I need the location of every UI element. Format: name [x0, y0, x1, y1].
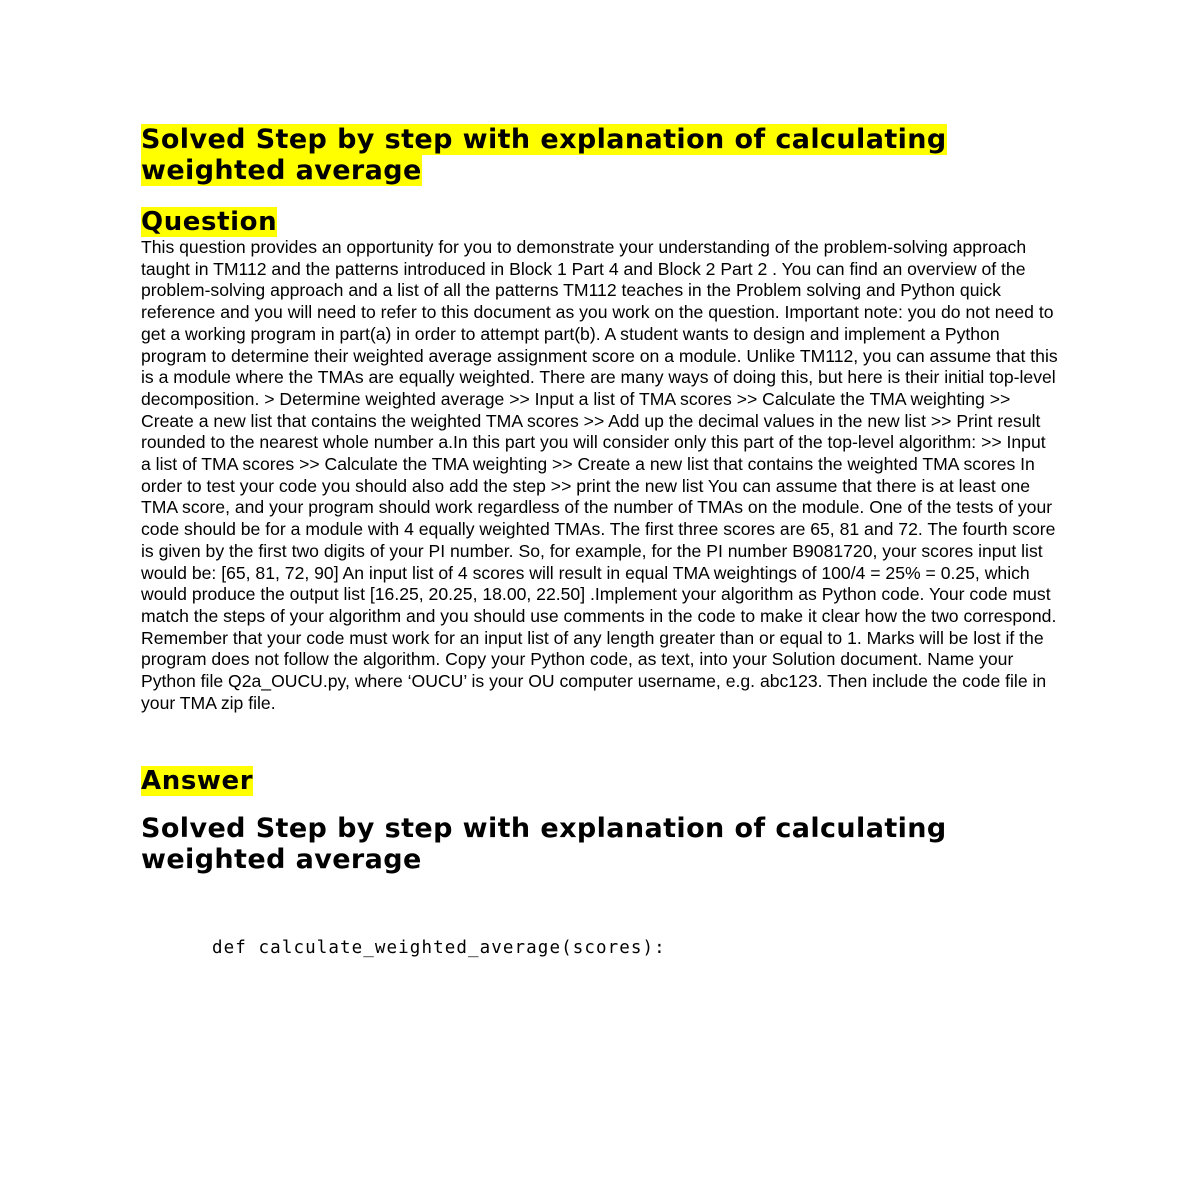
answer-title: Solved Step by step with explanation of calculating weighted average — [141, 813, 947, 876]
answer-heading-text: Answer — [141, 766, 254, 797]
question-heading — [141, 207, 1061, 237]
question-heading-text: Question — [141, 207, 278, 237]
code-line: def calculate_weighted_average(scores): — [212, 938, 666, 959]
document-title — [141, 124, 1061, 186]
document-page — [141, 124, 1061, 959]
answer-heading — [141, 766, 1061, 796]
question-body: This question provides an opportunity for you to demonstrate your understanding of the problem-solving approach taught in TM112 and the patterns introduced in Block 1 Part 4 and Block 2 Part 2 . You can find an overview of the problem-solving approach and a list of all the patterns TM112 teaches in the Problem solving and Python quick reference and you will need to refer to this document as you work on the question. Important note: you do not need to get a working program in part(a) in order to attempt part(b). A student wants to design and implement a Python program to determine their weighted average assignment score on a module. Unlike TM112, you can assume that this is a module where the TMAs are equally weighted. There are many ways of doing this, but here is their initial top-level decomposition. > Determine weighted average >> Input a list of TMA scores >> Calculate the TMA weighting >> Create a new list that contains the weighted TMA scores >> Add up the decimal values in the new list >> Print result rounded to the nearest whole number a.In this part you will consider only this part of the top-level algorithm: >> Input a list of TMA scores >> Calculate the TMA weighting >> Create a new list that contains the weighted TMA scores In order to test your code you should also add the step >> print the new list You can assume that there is at least one TMA score, and your program should work regardless of the number of TMAs on the module. One of the tests of your code should be for a module with 4 equally weighted TMAs. The first three scores are 65, 81 and 72. The fourth score is given by the first two digits of your PI number. So, for example, for the PI number B9081720, your scores input list would be: [65, 81, 72, 90] An input list of 4 scores will result in equal TMA weightings of 100/4 = 25% = 0.25, which would produce the output list [16.25, 20.25, 18.00, 22.50] .Implement your algorithm as Python code. Your code must match the steps of your algorithm and you should use comments in the code to make it clear how the two correspond. Remember that your code must work for an input list of any length greater than or equal to 1. Marks will be lost if the program does not follow the algorithm. Copy your Python code, as text, into your Solution document. Name your Python file Q2a_OUCU.py, where ‘OUCU’ is your OU computer username, e.g. abc123. Then include the code file in your TMA zip file. — [141, 237, 1058, 713]
document-title-text: Solved Step by step with explanation of calculating weighted average — [141, 124, 947, 186]
